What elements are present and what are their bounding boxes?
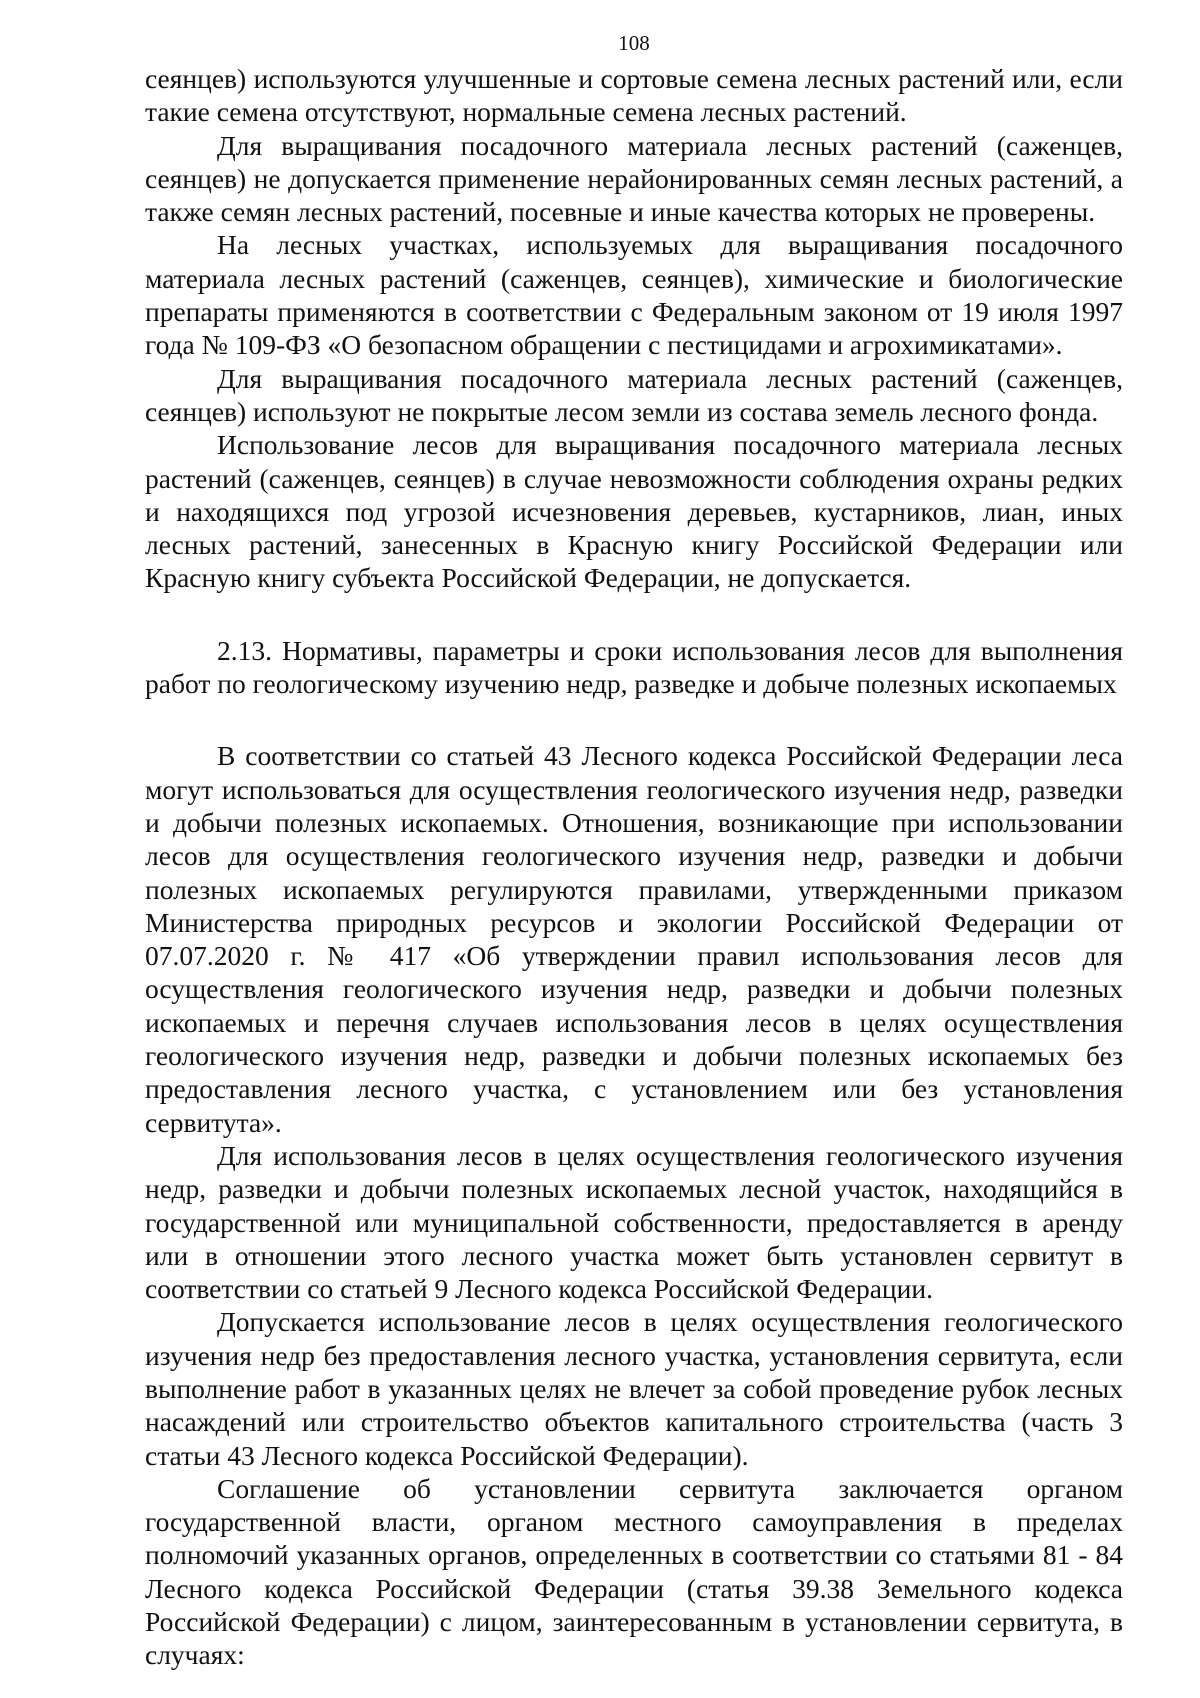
section-heading-2-13: 2.13. Нормативы, параметры и сроки использования лесов для выполнения работ по геологическому изучению недр, разведке и добыче полезных ископаемых xyxy=(145,634,1123,700)
paragraph-chemicals: На лесных участках, используемых для выращивания посадочного материала лесных растений (саженцев, сеянцев), химические и биологические препараты применяются в соответствии с Федеральным законом от 19 июля 1997 года № 109-ФЗ «О безопасном обращении с пестицидами и агрохимикатами». xyxy=(145,229,1123,361)
paragraph-article-43: В соответствии со статьей 43 Лесного кодекса Российской Федерации леса могут использоваться для осуществления геологического изучения недр, разведки и добычи полезных ископаемых. Отношения, возникающие при использовании лесов для осуществления геологического изучения недр, разведки и добычи полезных ископаемых регулируются правилами, утвержденными приказом Министерства природных ресурсов и экологии Российской Федерации от 07.07.2020 г. № 417 «Об утверждении правил использования лесов для осуществления геологического изучения недр, разведки и добычи полезных ископаемых и перечня случаев использования лесов в целях осуществления геологического изучения недр, разведки и добычи полезных ископаемых без предоставления лесного участка, с установлением или без установления сервитута». xyxy=(145,740,1123,1138)
paragraph-non-forest-lands: Для выращивания посадочного материала лесных растений (саженцев, сеянцев) используют не покрытые лесом земли из состава земель лесного фонда. xyxy=(145,362,1123,427)
paragraph-without-plot: Допускается использование лесов в целях осуществления геологического изучения недр без предоставления лесного участка, установления сервитута, если выполнение работ в указанных целях не влечет за собой проведение рубок лесных насаждений или строительство объектов капитального строительства (часть 3 статьи 43 Лесного кодекса Российской Федерации). xyxy=(145,1306,1123,1471)
page-number: 108 xyxy=(618,31,650,55)
paragraph-continuation: сеянцев) используются улучшенные и сортовые семена лесных растений или, если такие семена отсутствуют, нормальные семена лесных растений. xyxy=(145,63,1123,128)
document-page xyxy=(145,30,1123,1672)
paragraph-servitude-agreement: Соглашение об установлении сервитута заключается органом государственной власти, органом местного самоуправления в пределах полномочий указанных органов, определенных в соответствии со статьями 81 - 84 Лесного кодекса Российской Федерации (статья 39.38 Земельного кодекса Российской Федерации) с лицом, заинтересованным в установлении сервитута, в случаях: xyxy=(145,1472,1123,1671)
paragraph-unzoned-seeds: Для выращивания посадочного материала лесных растений (саженцев, сеянцев) не допускается применение нерайонированных семян лесных растений, а также семян лесных растений, посевные и иные качества которых не проверены. xyxy=(145,129,1123,228)
paragraph-lease-servitude: Для использования лесов в целях осуществления геологического изучения недр, разведки и добычи полезных ископаемых лесной участок, находящийся в государственной или муниципальной собственности, предоставляется в аренду или в отношении этого лесного участка может быть установлен сервитут в соответствии со статьей 9 Лесного кодекса Российской Федерации. xyxy=(145,1139,1123,1305)
paragraph-red-book: Использование лесов для выращивания посадочного материала лесных растений (саженцев, сеянцев) в случае невозможности соблюдения охраны редких и находящихся под угрозой исчезновения деревьев, кустарников, лиан, иных лесных растений, занесенных в Красную книгу Российской Федерации или Красную книгу субъекта Российской Федерации, не допускается. xyxy=(145,429,1123,594)
